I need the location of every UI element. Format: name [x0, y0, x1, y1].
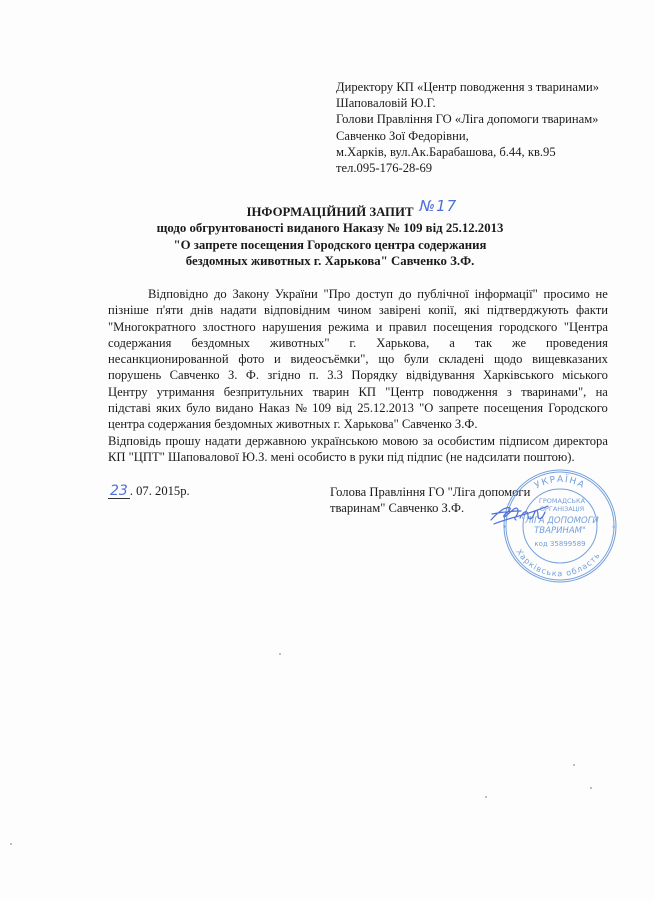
- handwritten-request-number: №17: [419, 197, 458, 215]
- body-word: яких: [156, 401, 182, 416]
- stamp-org-type-2: ОРГАНІЗАЦІЯ: [539, 505, 585, 513]
- body-word: публічної: [417, 287, 469, 301]
- body-word: содержания: [108, 335, 172, 350]
- body-word: Відповідь: [108, 433, 161, 448]
- addressee-line: Голови Правління ГО «Ліга допомоги тваринам»: [336, 112, 599, 127]
- body-word: запрете: [438, 401, 479, 416]
- body-word: фото: [238, 352, 265, 367]
- stamp-bottom-text: Харківська область: [514, 547, 603, 579]
- body-word: Савченко: [169, 368, 220, 383]
- body-line: [108, 416, 608, 432]
- body-word: згідно: [267, 368, 301, 383]
- body-line: [108, 384, 608, 400]
- body-word: и: [375, 319, 383, 334]
- body-word: Закону: [232, 287, 270, 301]
- body-word: чином: [337, 303, 372, 318]
- scan-speck: [279, 653, 281, 655]
- subtitle-line: бездомных животных г. Харькова" Савченко З.Ф.: [185, 254, 475, 269]
- body-word: безпритульних: [223, 384, 304, 399]
- body-word: г.: [349, 335, 357, 350]
- body-word: українською: [310, 433, 379, 448]
- body-word: тварин: [312, 384, 350, 399]
- stamp-star-left: *: [503, 524, 507, 532]
- body-word: Наказ: [258, 401, 290, 416]
- body-word: мовою: [382, 433, 419, 448]
- body-word: а: [449, 335, 455, 350]
- body-word: З.: [227, 368, 238, 383]
- body-line: [108, 286, 608, 302]
- body-word: видеосъёмки",: [290, 352, 369, 367]
- body-word: прошу: [165, 433, 201, 448]
- body-word: були: [404, 352, 429, 367]
- body-word: надати: [220, 303, 257, 318]
- body-word: правил: [388, 319, 427, 334]
- body-word: животных": [269, 335, 330, 350]
- stamp-name-2: ТВАРИНАМ": [534, 526, 586, 536]
- body-word: завірені: [378, 303, 421, 318]
- addressee-line: Шаповаловій Ю.Г.: [336, 96, 436, 111]
- addressee-line: Савченко Зої Федорівни,: [336, 128, 469, 143]
- body-word: так: [474, 335, 493, 350]
- document-title-block: [100, 197, 560, 270]
- body-word: поводження: [432, 384, 498, 399]
- body-word: п'яти: [156, 303, 184, 318]
- body-word: проведения: [546, 335, 608, 350]
- body-word: видано: [215, 401, 254, 416]
- request-body: [108, 286, 608, 465]
- body-word: Городского: [548, 401, 608, 416]
- addressee-line: м.Харків, вул.Ак.Барабашова, б.44, кв.95: [336, 144, 556, 159]
- body-word: Харькова,: [376, 335, 430, 350]
- handwritten-signature: [488, 500, 552, 526]
- document-date: [108, 484, 190, 499]
- body-word: "Центра: [563, 319, 608, 334]
- body-word: до: [398, 287, 412, 301]
- body-word: городского: [498, 319, 558, 334]
- body-word: №: [294, 401, 307, 416]
- body-word: відвідування: [405, 368, 475, 383]
- addressee-line: тел.095-176-28-69: [336, 160, 433, 175]
- document-title: [246, 197, 458, 220]
- body-word: п.: [308, 368, 319, 383]
- subtitle-line: щодо обгрунтованості виданого Наказу № 109 від 25.12.2013: [156, 221, 504, 236]
- body-line-text: КП "ЦПТ" Шаповалової Ю.З. мені особисто в руки під підпис (не надсилати поштою).: [108, 449, 575, 464]
- stamp-org-type-1: ГРОМАДСЬКА: [538, 497, 586, 505]
- body-line: [108, 351, 608, 367]
- body-line: [108, 449, 608, 465]
- body-word: Центру: [108, 384, 148, 399]
- body-word: не: [595, 287, 608, 301]
- handwritten-day: 23: [110, 483, 128, 499]
- body-word: пізніше: [108, 303, 149, 318]
- body-word: просимо: [543, 287, 590, 301]
- body-line: [108, 367, 608, 383]
- body-word: щодо: [494, 352, 523, 367]
- body-word: "Центр: [385, 384, 424, 399]
- body-line: [108, 335, 608, 351]
- body-word: Ф.: [245, 368, 259, 383]
- body-line: [108, 433, 608, 449]
- signer-line: тваринам" Савченко З.Ф.: [330, 501, 465, 516]
- body-word: що: [378, 352, 395, 367]
- body-word: вищевказаних: [532, 352, 608, 367]
- body-word: тваринами",: [521, 384, 587, 399]
- body-word: підтверджують: [487, 303, 569, 318]
- body-word: утримання: [156, 384, 215, 399]
- organization-stamp: [500, 468, 620, 584]
- addressee-line: Директору КП «Центр поводження з тваринами»: [336, 80, 599, 94]
- body-word: підписом: [499, 433, 550, 448]
- body-word: и: [273, 352, 281, 367]
- stamp-name-1: "ЛІГА ДОПОМОГИ: [521, 516, 599, 526]
- body-word: від: [336, 401, 353, 416]
- stamp-top-text: УКРАЇНА: [533, 474, 587, 492]
- body-word: "О: [419, 401, 434, 416]
- addressee-block: [336, 79, 599, 176]
- body-word: бездомных: [191, 335, 250, 350]
- body-word: підставі: [108, 401, 151, 416]
- scan-speck: [590, 787, 592, 789]
- body-line: [108, 400, 608, 416]
- body-line-text: центра содержания бездомных животных г. Харькова" Савченко З.Ф.: [108, 417, 478, 432]
- body-word: режима: [328, 319, 369, 334]
- body-word: факти: [576, 303, 608, 318]
- body-word: Відповідно: [148, 287, 209, 301]
- body-word: же: [512, 335, 527, 350]
- body-word: інформації": [474, 287, 538, 301]
- body-word: днів: [190, 303, 214, 318]
- body-word: 3.3: [327, 368, 343, 383]
- subtitle-line: "О запрете посещения Городского центра содержания: [173, 237, 487, 252]
- body-word: було: [186, 401, 211, 416]
- body-word: порушень: [108, 368, 162, 383]
- scan-speck: [573, 764, 575, 766]
- body-word: доступ: [356, 287, 394, 301]
- date-text: . 07. 2015р.: [129, 484, 190, 498]
- body-word: Харківського: [483, 368, 554, 383]
- body-line: [108, 302, 608, 318]
- body-word: складені: [438, 352, 485, 367]
- body-word: відповідним: [264, 303, 331, 318]
- scan-speck: [10, 843, 12, 845]
- body-word: "Многократного: [108, 319, 196, 334]
- body-word: нарушения: [262, 319, 322, 334]
- body-word: на: [595, 384, 608, 399]
- body-word: директора: [553, 433, 608, 448]
- body-word: копії,: [428, 303, 457, 318]
- body-word: "Про: [323, 287, 351, 301]
- body-word: несанкционированной: [108, 352, 229, 367]
- body-word: за: [422, 433, 434, 448]
- body-word: посещения: [433, 319, 493, 334]
- body-word: державною: [245, 433, 307, 448]
- body-word: надати: [205, 433, 242, 448]
- body-word: з: [506, 384, 512, 399]
- stamp-star-right: *: [612, 524, 616, 532]
- body-word: особистим: [437, 433, 495, 448]
- body-word: КП: [358, 384, 376, 399]
- stamp-code: код 35899589: [534, 540, 586, 548]
- body-word: які: [464, 303, 480, 318]
- body-word: злостного: [202, 319, 256, 334]
- title-text: ІНФОРМАЦІЙНИЙ ЗАПИТ: [246, 205, 414, 219]
- body-word: посещения: [483, 401, 544, 416]
- scan-speck: [485, 796, 487, 798]
- body-line: [108, 319, 608, 335]
- body-word: України: [274, 287, 318, 301]
- body-word: міського: [562, 368, 608, 383]
- signer-line: Голова Правління ГО "Ліга допомоги: [330, 485, 531, 499]
- body-word: Порядку: [351, 368, 398, 383]
- body-word: до: [213, 287, 227, 301]
- body-word: 25.12.2013: [357, 401, 414, 416]
- body-word: 109: [312, 401, 332, 416]
